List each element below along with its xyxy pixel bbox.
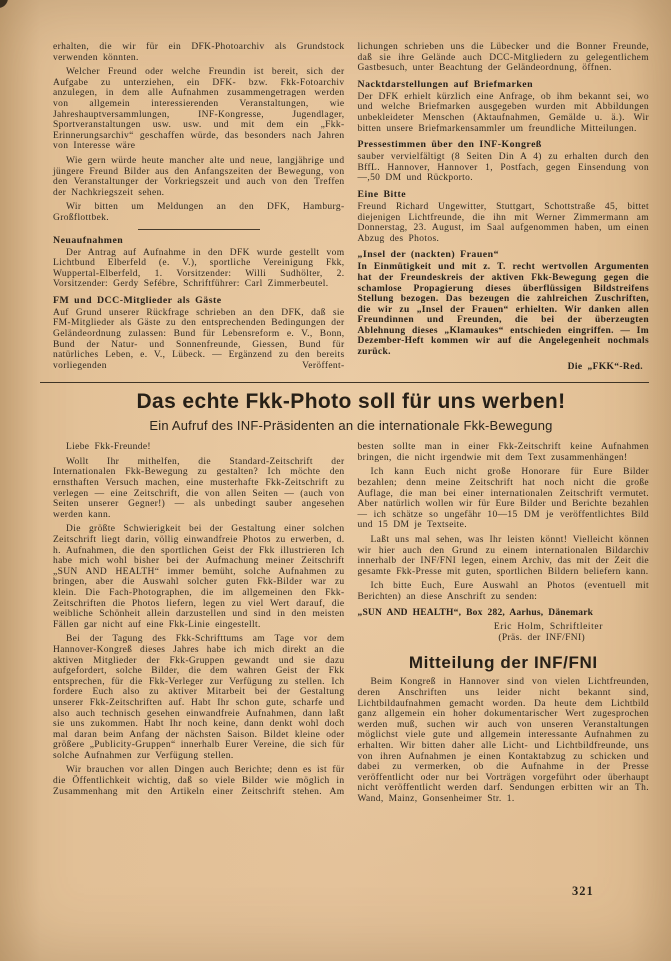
paragraph-berichte-fortsetzung: besten sollte man in einer Fkk-Zeitschrift keine Aufnahmen bringen, die nicht irgendwie mit dem Text zusammenhängen! <box>357 442 649 463</box>
news-section <box>53 42 649 376</box>
heading-pressestimmen: Pressestimmen über den INF-Kongreß <box>357 139 542 151</box>
paragraph-honorare: Ich kann Euch nicht große Honorare für Eure Bilder bezahlen; denn meine Zeitschrift hat noch nicht die große Auflage, die man bei einer internationalen Zeitschrift vermutet. Aber natürlich wollen wir für Eure Bilder und Berichte bezahlen — ich schätze so ungefähr 10—15 DM je veröffentlichtes Bild und 15 DM je Textseite. <box>357 467 649 531</box>
mitteilung-title: Mitteilung der INF/FNI <box>408 653 598 673</box>
news-left-column <box>53 42 345 376</box>
paragraph-gaeste-fortsetzung: lichungen schrieben uns die Lübecker und die Bonner Freunde, daß sie ihre Gelände auch DCC-Mitgliedern zu gelegentlichem Gastbesuch, unter Beachtung der Geländeordnung, öffnen. <box>357 42 649 74</box>
sun-and-health-address: „SUN AND HEALTH“, Box 282, Aarhus, Dänemark <box>357 607 594 618</box>
paragraph-alte-bilder: Wie gern würde heute mancher alte und neue, langjährige und jüngere Freund Bilder aus den Anfangszeiten der Bewegung, von den Veranstaltunger der Vorkriegszeit und auch von den Treffen der Nachkriegszeit sehen. <box>53 155 345 198</box>
paragraph-photoarchiv-end: erhalten, die wir für ein DFK-Photoarchiv als Grundstock verwenden könnten. <box>53 42 345 63</box>
paragraph-pressestimmen: sauber vervielfältigt (8 Seiten Din A 4) zu erhalten durch den BffL. Hannover, Hannover 1, Postfach, gegen Einsendung von —,50 DM und Rückporto. <box>357 152 649 184</box>
article-title: Das echte Fkk-Photo soll für uns werben! <box>136 390 566 414</box>
heading-insel-der-frauen: „Insel der (nackten) Frauen“ <box>357 249 499 261</box>
paragraph-gaeste: Auf Grund unserer Rückfrage schrieben an den DFK, daß sie FM-Mitglieder als Gäste zu den entsprechenden Bedingungen der Geländeordnung zulassen: Bund für Lebensreform e. V., Bonn, Bund der Natur- und Sonnenfreunde, Giessen, Bund für natürliches Leben, e. V., Lübeck. — Ergänzend zu den bereits vorliegenden Veröffent- <box>53 307 345 371</box>
news-right-column <box>358 42 650 376</box>
paragraph-mitteilung: Beim Kongreß in Hannover sind von vielen Lichtfreunden, deren Anschriften uns leider nicht bekannt sind, Lichtbildaufnahmen gemacht worden. Da heute dem Lichtbild ganz allgemein ein hoher dokumentarischer Wert zugesprochen werden muß, suchen wir auch von unseren Veranstaltungen möglichst viele gute und allgemein interessante Aufnahmen zu erhalten. Wir bitten daher alle Licht- und Lichtbildfreunde, uns von ihren Aufnahmen je einen Kontaktabzug zu schicken und dabei zu vermerken, ob die Aufnahme in der Presse veröffentlicht oder nur bei Vorträgen vorgeführt oder überhaupt nicht veröffentlicht werden darf. Sendungen erbitten wir an Th. Wand, Mainz, Gonsenheimer Str. 1. <box>357 677 649 804</box>
heading-fm-dcc-gaeste: FM und DCC-Mitglieder als Gäste <box>53 294 222 306</box>
short-divider-rule <box>138 229 260 230</box>
paragraph-insel-der-frauen: In Einmütigkeit und mit z. T. recht wertvollen Argumenten hat der Freundeskreis der aktiven Fkk-Bewegung gegen die schamlose Propagierung dieses überflüssigen Bildstreifens Stellung bezogen. Das bezeugen die zahlreichen Zuschriften, die wir zu „Insel der Frauen“ erhielten. Wir danken allen Freundinnen und Freunden, die bei der überzeugten Ablehnung dieses „Klamaukes“ entschieden eingriffen. — Im Dezember-Heft kommen wir auf die Angelegenheit nochmals zurück. <box>357 262 649 358</box>
paragraph-tagung: Bei der Tagung des Fkk-Schrifttums am Tage vor dem Hannover-Kongreß dieses Jahres habe ich mich direkt an die aktiven Mitglieder der Fkk-Gruppen gewandt und sie dazu aufgefordert, solche Bilder, die dem wahren Geist der Fkk entsprechen, für die Fkk-Verleger zur Verfügung zu stellen. Ich fordere Euch also zu aktiver Mitarbeit bei der Gestaltung unserer Fkk-Zeitschriften auf. Habt Ihr schon gute, scharfe und also auch technisch gesehen einwandfreie Aufnahmen, dann laßt sie uns zukommen. Habt Ihr noch keine, dann denkt wohl doch mal daran beim Anfang der nächsten Saison. Bildet kleine oder größere „Publicity-Gruppen“ innerhalb Eurer Vereine, die sich für solche Aufnahmen zur Verfügung stellen. <box>53 634 345 761</box>
paragraph-eine-bitte: Freund Richard Ungewitter, Stuttgart, Schottstraße 45, bittet diejenigen Lichtfreunde, die ihn mit Werner Zimmermann am Donnerstag, 23. August, im Saal aufgenommen haben, um einen Abzug des Photos. <box>357 201 649 244</box>
paragraph-bildarchiv: Laßt uns mal sehen, was Ihr leisten könnt! Vielleicht können wir hier auch den Grund zu einem internationalen Bildarchiv innerhalb der INF/FNI legen, einem Archiv, das mit der Zeit die gesamte Fkk-Presse mit guten, sportlichen Bildern beliefern kann. <box>357 535 649 577</box>
paragraph-fotoarchiv-aufruf: Welcher Freund oder welche Freundin ist bereit, sich der Aufgabe zu unterziehen, ein DFK- bzw. Fkk-Fotoarchiv anzulegen, in dem alle Aufnahmen zusammengetragen werden von allgemein interessierenden Veranstaltungen, wie Jahreshauptversammlungen, INF-Kongresse, Jugendlager, Sportveranstaltungen usw. usw. und mit dem ein „Fkk-Erinnerungsarchiv“ geschaffen würde, das besonders nach Jahren von Interesse wäre <box>53 67 345 152</box>
fkk-redaktion-signature: Die „FKK“-Red. <box>567 361 643 372</box>
article-salutation: Liebe Fkk-Freunde! <box>66 442 151 453</box>
paragraph-schwierigkeit: Die größte Schwierigkeit bei der Gestaltung einer solchen Zeitschrift liegt darin, völlig einwandfreie Photos zu erwerben, d. h. Aufnahmen, die den sportlichen Geist der Fkk illustrieren Ich habe mich wohl bisher bei der Aufmachung meiner Zeitschrift „SUN AND HEALTH“ immer bemüht, solche Aufnahmen zu bringen, aber die Auswahl solcher guten Fkk-Bilder war zu klein. Die Fach-Photographen, die im allgemeinen den Fkk-Zeitschriften die Photos liefern, legen zu viel Wert darauf, die weibliche Schönheit allein darzustellen und sind in den meisten Fällen gar nicht auf eine Fkk-Linie eingestellt. <box>53 524 345 630</box>
article-subtitle: Ein Aufruf des INF-Präsidenten an die internationale Fkk-Bewegung <box>149 418 553 434</box>
page-content <box>53 42 649 808</box>
article-header <box>53 390 649 433</box>
paragraph-anschrift: Ich bitte Euch, Eure Auswahl an Photos (eventuell mit Berichten) an diese Anschrift zu senden: <box>357 581 649 602</box>
page-corner-shadow <box>0 0 8 8</box>
heading-eine-bitte: Eine Bitte <box>357 188 407 200</box>
article-right-column <box>358 442 650 808</box>
page-number: 321 <box>572 884 594 898</box>
heading-briefmarken: Nacktdarstellungen auf Briefmarken <box>357 78 534 90</box>
article-section <box>53 442 649 808</box>
paragraph-meldungen: Wir bitten um Meldungen an den DFK, Hamburg-Großflottbek. <box>53 202 345 223</box>
paragraph-neuaufnahmen: Der Antrag auf Aufnahme in den DFK wurde gestellt vom Lichtbund Elberfeld (e. V.), sportliche Vereinigung Fkk, Wuppertal-Elberfeld, 1. Vorsitzender: Willi Sudhölter, 2. Vorsitzender: Gerdy Sefébre, Schriftführer: Carl Zimmerbeutel. <box>53 247 345 290</box>
heading-neuaufnahmen: Neuaufnahmen <box>53 234 124 246</box>
paragraph-mithelfen: Wollt Ihr mithelfen, die Standard-Zeitschrift der Internationalen Fkk-Bewegung zu gestalten? Ich möchte den ernsthaften Versuch machen, eine musterhafte Fkk-Zeitschrift zu verlegen — eine Zeitschrift, die von allen Seiten — (auch von Seiten unserer Gegner!) — als unbedingt sauber angesehen werden kann. <box>53 456 345 520</box>
section-divider-rule <box>40 382 649 383</box>
paragraph-briefmarken: Der DFK erhielt kürzlich eine Anfrage, ob ihm bekannt sei, wo und welche Briefmarken ausgegeben wurden mit Abbildungen unbekleideter Menschen (Aktaufnahmen, Gemälde u. ä.). Wir bitten unsere Briefmarkensammler um freundliche Mitteilungen. <box>357 91 649 134</box>
author-signature-role: (Präs. der INF/FNI) <box>498 632 585 643</box>
article-left-column <box>53 442 345 808</box>
author-signature-name: Eric Holm, Schriftleiter <box>493 622 603 633</box>
paragraph-berichte: Wir brauchen vor allen Dingen auch Berichte; denn es ist für die Öffentlichkeit wichtig, daß so viele Bilder wie möglich in Zusammenhang mit den Artikeln einer Zeitschrift stehen. Am <box>53 765 345 797</box>
